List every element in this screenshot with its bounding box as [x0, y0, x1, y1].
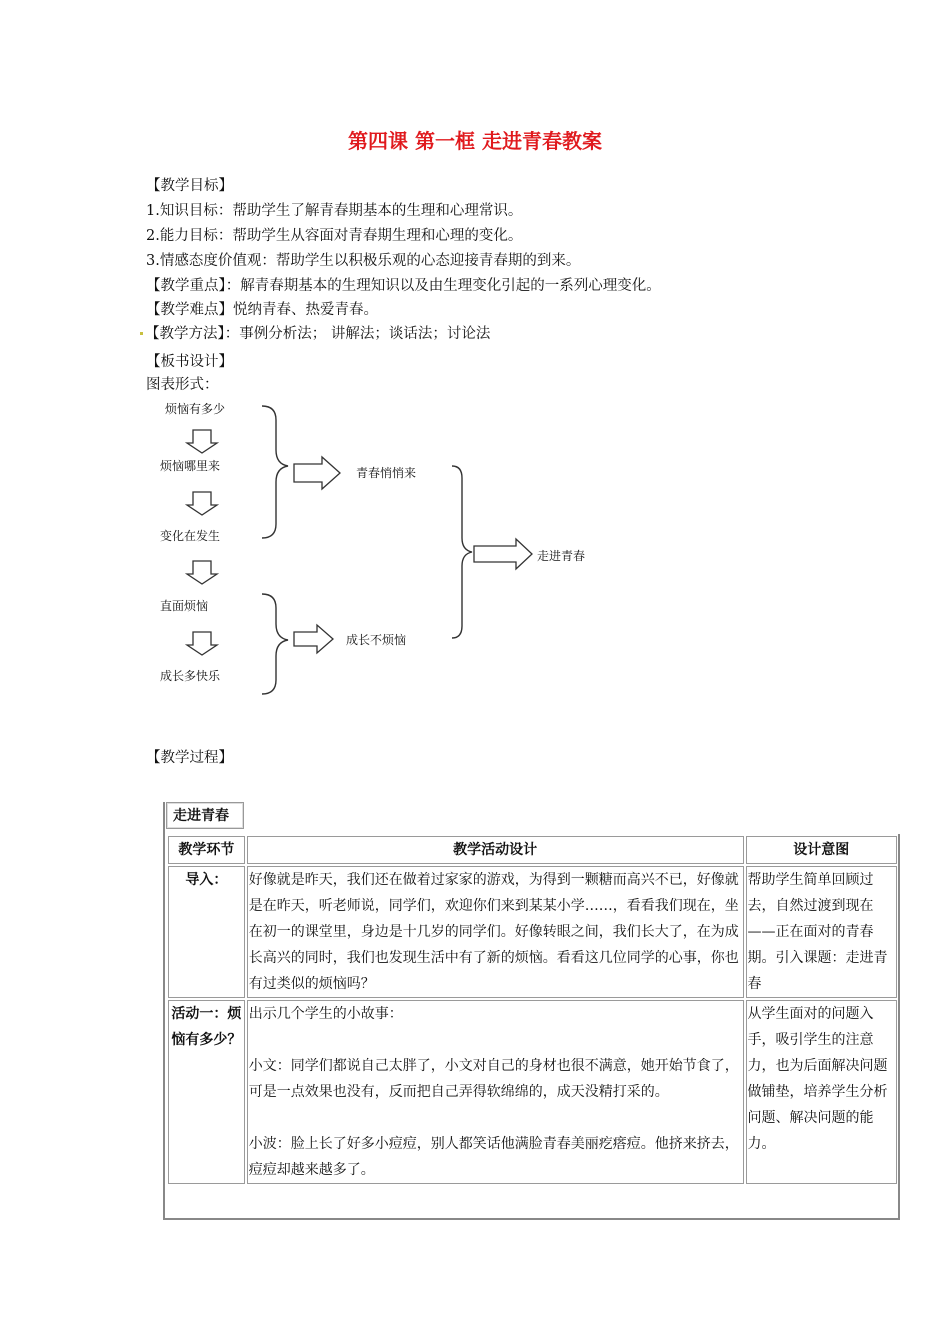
row-activity	[247, 866, 744, 998]
down-arrow-4	[187, 632, 217, 655]
activity-paragraph: 好像就是昨天，我们还在做着过家家的游戏，为得到一颗糖而高兴不已，好像就是在昨天，听老师说，同学们，欢迎你们来到某某小学……，看看我们现在，坐在初一的课堂里，身边是十几岁的同学们。好像转眼之间，我们长大了，在为成长高兴的同时，我们也发现生活中有了新的烦恼。看看这几位同学的心事，你也有过类似的烦恼吗？	[248, 872, 739, 992]
table-frame-right	[898, 834, 900, 1220]
brace-final	[452, 466, 472, 638]
chart-form-label: 图表形式：	[146, 377, 219, 393]
row-stage: 活动一：烦恼有多少？	[168, 1000, 245, 1184]
right-arrow-top	[294, 457, 340, 489]
objective-emotion: 3.情感态度价值观：帮助学生以积极乐观的心态迎接青春期的到来。	[146, 253, 581, 269]
key-point: 【教学重点】：解青春期基本的生理知识以及由生理变化引起的一系列心理变化。	[146, 278, 661, 294]
down-arrow-3	[187, 561, 217, 584]
brace-bottom	[262, 594, 288, 694]
header-intent: 设计意图	[746, 836, 897, 864]
process-heading: 【教学过程】	[146, 750, 233, 766]
methods: 【教学方法】：事例分析法； 讲解法；谈话法；讨论法	[145, 326, 491, 342]
table-row	[168, 1000, 897, 1184]
diagram-item-3: 变化在发生	[160, 529, 221, 543]
activity-paragraph: 小波：脸上长了好多小痘痘，别人都笑话他满脸青春美丽疙瘩痘。他挤来挤去，痘痘却越来越多了。	[248, 1136, 739, 1178]
header-stage: 教学环节	[168, 836, 245, 864]
diagram-item-5: 成长多快乐	[160, 669, 221, 683]
objective-ability: 2.能力目标：帮助学生从容面对青春期生理和心理的变化。	[146, 228, 523, 244]
activity-paragraph: 小文：同学们都说自己太胖了，小文对自己的身材也很不满意，她开始节食了，可是一点效果也没有，反而把自己弄得软绵绵的，成天没精打采的。	[248, 1058, 739, 1100]
diagram-item-4: 直面烦恼	[160, 599, 209, 613]
table-header-row	[168, 836, 897, 864]
lesson-table	[166, 834, 899, 1186]
table-frame-left	[163, 802, 165, 1220]
brace-top	[262, 406, 288, 538]
right-arrow-final	[474, 539, 532, 569]
down-arrow-2	[187, 492, 217, 515]
right-arrow-bottom	[294, 625, 333, 653]
objectives-heading: 【教学目标】	[146, 178, 233, 194]
down-arrow-1	[187, 430, 217, 453]
page-title: 第四课 第一框 走进青春教案	[348, 129, 602, 153]
diagram-final: 走进青春	[537, 549, 586, 563]
objective-knowledge: 1.知识目标：帮助学生了解青春期基本的生理和心理常识。	[146, 203, 523, 219]
difficulty: 【教学难点】悦纳青春、热爱青春。	[146, 302, 378, 318]
diagram-item-1: 烦恼有多少	[165, 402, 226, 416]
table-row	[168, 866, 897, 998]
diagram-middle-top: 青春悄悄来	[356, 466, 417, 480]
diagram-middle-bottom: 成长不烦恼	[346, 633, 407, 647]
row-intent: 帮助学生简单回顾过去，自然过渡到现在——正在面对的青春期。引入课题：走进青春	[746, 866, 897, 998]
table-frame-bottom	[163, 1218, 900, 1220]
header-activity: 教学活动设计	[247, 836, 744, 864]
table-title: 走进青春	[166, 802, 244, 829]
row-stage: 导入：	[168, 866, 245, 998]
board-heading: 【板书设计】	[146, 354, 233, 370]
activity-paragraph: 出示几个学生的小故事：	[248, 1006, 403, 1022]
diagram-item-2: 烦恼哪里来	[160, 459, 221, 473]
row-activity	[247, 1000, 744, 1184]
row-intent: 从学生面对的问题入手，吸引学生的注意力，也为后面解决问题做铺垫，培养学生分析问题、解决问题的能力。	[746, 1000, 897, 1184]
